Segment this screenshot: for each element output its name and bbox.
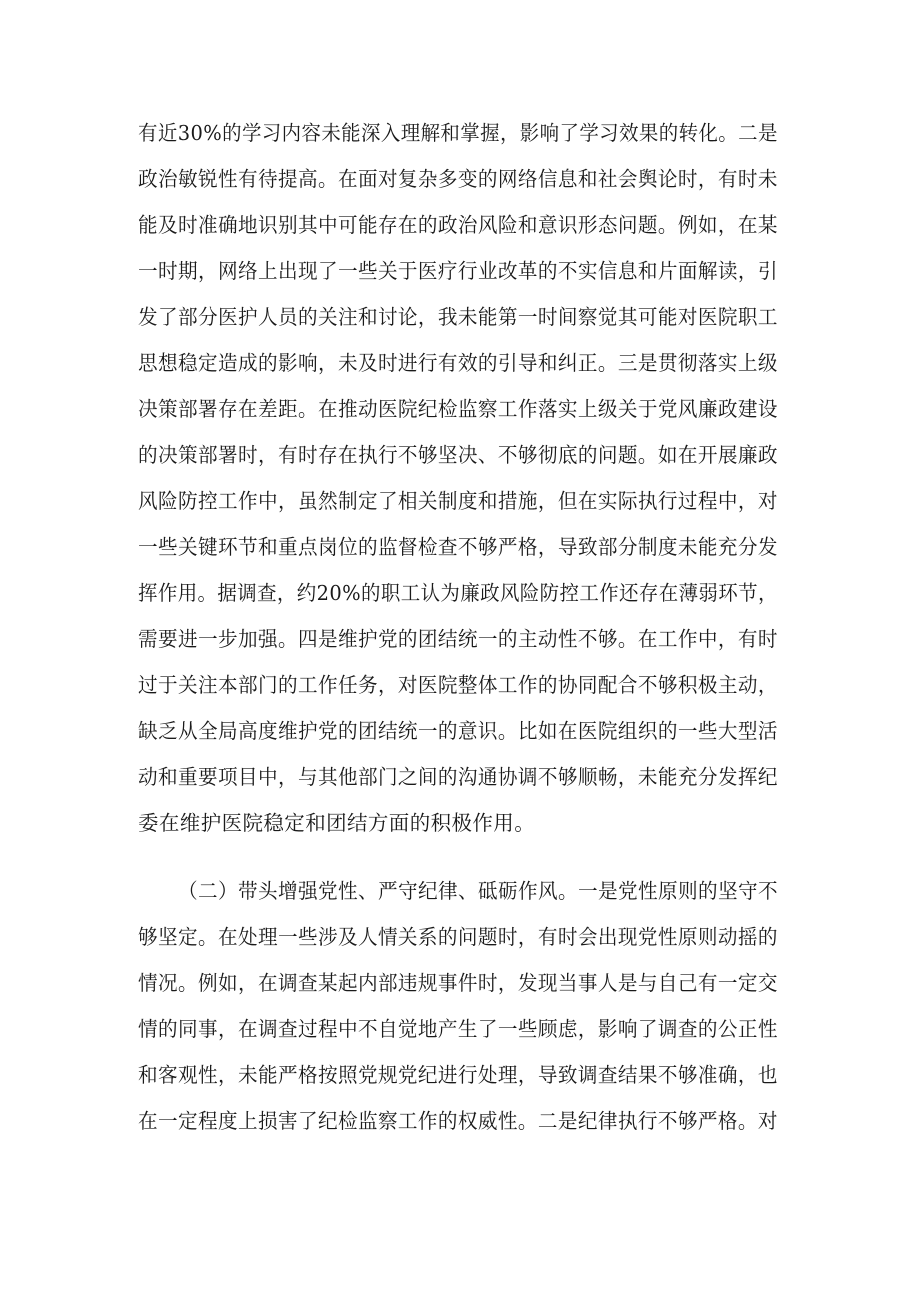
paragraph-1-line: 过于关注本部门的工作任务，对医院整体工作的协同配合不够积极主动， (138, 673, 778, 697)
paragraph-1-line: 有近30%的学习内容未能深入理解和掌握，影响了学习效果的转化。二是 (138, 121, 778, 145)
paragraph-2-line: （二）带头增强党性、严守纪律、砥砺作风。一是党性原则的坚守不 (178, 879, 778, 903)
paragraph-1-line: 缺乏从全局高度维护党的团结统一的意识。比如在医院组织的一些大型活 (138, 719, 778, 743)
paragraph-1-line: 需要进一步加强。四是维护党的团结统一的主动性不够。在工作中，有时 (138, 627, 778, 651)
paragraph-1-line: 挥作用。据调查，约20%的职工认为廉政风险防控工作还存在薄弱环节， (138, 581, 778, 605)
paragraph-1-line: 思想稳定造成的影响，未及时进行有效的引导和纠正。三是贯彻落实上级 (138, 351, 778, 375)
paragraph-1-line: 风险防控工作中，虽然制定了相关制度和措施，但在实际执行过程中，对 (138, 489, 778, 513)
paragraph-1-line: 委在维护医院稳定和团结方面的积极作用。 (138, 811, 536, 835)
paragraph-1-line: 决策部署存在差距。在推动医院纪检监察工作落实上级关于党风廉政建设 (138, 397, 778, 421)
paragraph-1-line: 的决策部署时，有时存在执行不够坚决、不够彻底的问题。如在开展廉政 (138, 443, 778, 467)
paragraph-1-line: 一些关键环节和重点岗位的监督检查不够严格，导致部分制度未能充分发 (138, 535, 778, 559)
paragraph-2-line: 情况。例如，在调查某起内部违规事件时，发现当事人是与自己有一定交 (138, 971, 778, 995)
paragraph-1-line: 政治敏锐性有待提高。在面对复杂多变的网络信息和社会舆论时，有时未 (138, 167, 778, 191)
paragraph-1-line: 能及时准确地识别其中可能存在的政治风险和意识形态问题。例如，在某 (138, 213, 778, 237)
paragraph-2-line: 够坚定。在处理一些涉及人情关系的问题时，有时会出现党性原则动摇的 (138, 925, 778, 949)
paragraph-1-line: 一时期，网络上出现了一些关于医疗行业改革的不实信息和片面解读，引 (138, 259, 778, 283)
paragraph-1-line: 发了部分医护人员的关注和讨论，我未能第一时间察觉其可能对医院职工 (138, 305, 778, 329)
paragraph-1-line: 动和重要项目中，与其他部门之间的沟通协调不够顺畅，未能充分发挥纪 (138, 765, 778, 789)
paragraph-2-line: 在一定程度上损害了纪检监察工作的权威性。二是纪律执行不够严格。对 (138, 1109, 778, 1133)
paragraph-2-line: 和客观性，未能严格按照党规党纪进行处理，导致调查结果不够准确，也 (138, 1063, 778, 1087)
paragraph-2-line: 情的同事，在调查过程中不自觉地产生了一些顾虑，影响了调查的公正性 (138, 1017, 778, 1041)
